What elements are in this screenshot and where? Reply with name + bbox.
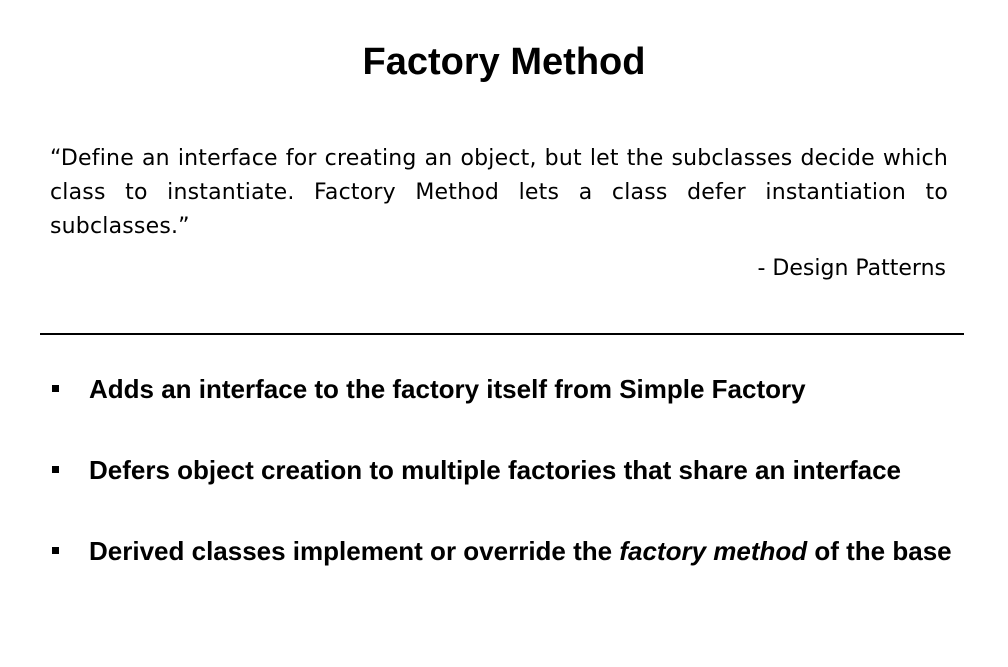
- bullet-text: Adds an interface to the factory itself from Simple Factory: [89, 374, 806, 404]
- bullet-text-before: Derived classes implement or override the: [89, 536, 620, 566]
- bullet-text-emphasis: factory method: [619, 536, 808, 566]
- quote-attribution: - Design Patterns: [757, 256, 946, 281]
- square-bullet-icon: [52, 385, 59, 392]
- square-bullet-icon: [52, 547, 59, 554]
- bullet-text-after: of the base: [807, 536, 952, 566]
- bullet-item: [52, 534, 952, 568]
- bullet-item: [52, 453, 952, 487]
- square-bullet-icon: [52, 466, 59, 473]
- slide-title: Factory Method: [362, 41, 646, 83]
- bullet-text: Defers object creation to multiple factories that share an interface: [89, 455, 902, 485]
- definition-quote: “Define an interface for creating an object, but let the subclasses decide which class to instantiate. Factory Method lets a class defer instantiation to subclasses.”: [50, 146, 948, 239]
- bullet-list: [52, 372, 952, 615]
- bullet-item: [52, 372, 952, 406]
- horizontal-divider: [40, 333, 964, 335]
